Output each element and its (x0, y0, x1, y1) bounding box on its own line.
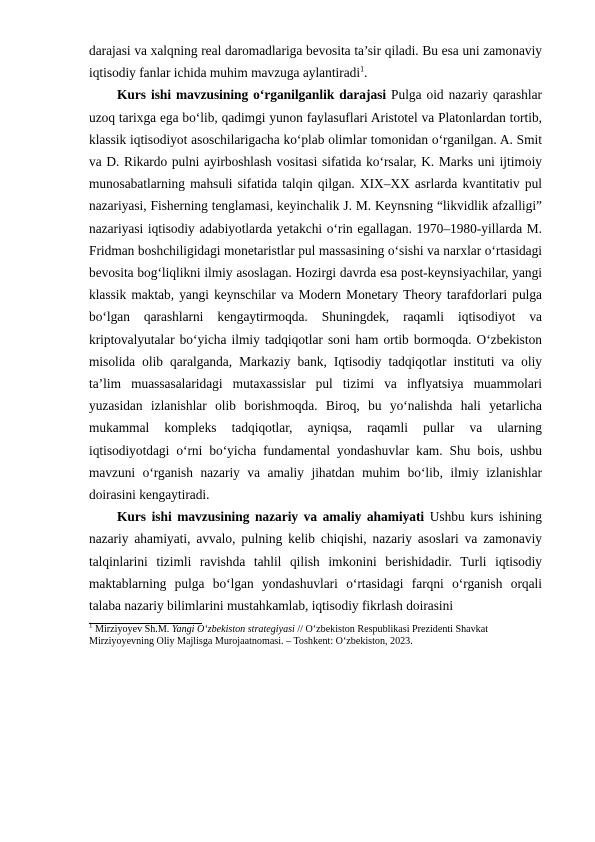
paragraph-text: darajasi va xalqning real daromadlariga bevosita ta’sir qiladi. Bu esa uni zamonaviy iqtisodiy fanlar ichida muhim mavzuga aylantiradi (89, 43, 542, 81)
footnote (89, 621, 542, 648)
paragraph-text: Ushbu kurs ishining nazariy ahamiyati, avvalo, pulning kelib chiqishi, nazariy asoslari va zamonaviy talqinlarini tizimli ravishda tahlil qilish imkonini berishidadir. Turli iqtisodiy maktablarning pulga bo‘lgan yondashuvlari o‘rtasidagi farqni o‘rganish orqali talaba nazariy bilimlarini mustahkamlab, iqtisodiy fikrlash doirasini (89, 509, 542, 614)
section-lead-heading: Kurs ishi mavzusining o‘rganilganlik darajasi (117, 87, 387, 103)
footnote-source: // O‘zbekiston Respublikasi Prezidenti Shavkat Mirziyoyevning Oliy Majlisga Murojaatnomasi. – Toshkent: O‘zbekiston, 2023. (89, 624, 489, 648)
footnote-title: Yangi O‘zbekiston strategiyasi (171, 624, 295, 636)
paragraph-text: Pulga oid nazariy qarashlar uzoq tarixga ega bo‘lib, qadimgi yunon faylasuflari Aristotel va Platonlardan tortib, klassik iqtisodiyot asoschilarigacha ko‘plab olimlar tomonidan o‘rganilgan. A. Smit va D. Rikardo pulni ayirboshlash vositasi sifatida ko‘rsalar, K. Marks uni ijtimoiy munosabatlarning mahsuli sifatida talqin qilgan. XIX–XX asrlarda kvantitativ pul nazariyasi, Fisherning tenglamasi, keyinchalik J. M. Keynsning “likvidlik afzalligi” nazariyasi iqtisodiy adabiyotlarda yetakchi o‘rin egallagan. 1970–1980-yillarda M. Fridman boshchiligidagi monetaristlar pul massasining o‘sishi va narxlar o‘rtasidagi bevosita bog‘liqlikni ilmiy asoslagan. Hozirgi davrda esa post-keynsiyachilar, yangi klassik maktab, yangi keynschilar va Modern Monetary Theory tarafdorlari pulga bo‘lgan qarashlarni kengaytirmoqda. Shuningdek, raqamli iqtisodiyot va kriptovalyutalar bo‘yicha ilmiy tadqiqotlar soni ham ortib bormoqda. O‘zbekiston misolida olib qaralganda, Markaziy bank, Iqtisodiy tadqiqotlar instituti va oliy ta’lim muassasalaridagi mutaxassislar pul tizimi va inflyatsiya muammolari yuzasidan izlanishlar olib borishmoqda. Biroq, bu yo‘nalishda hali yetarlicha mukammal kompleks tadqiqotlar, ayniqsa, raqamli pullar va ularning iqtisodiyotdagi o‘rni bo‘yicha fundamental yondashuvlar kam. Shu bois, ushbu mavzuni o‘rganish nazariy va amaliy jihatdan muhim bo‘lib, ilmiy izlanishlar doirasini kengaytiradi. (89, 87, 542, 503)
section-lead-heading: Kurs ishi mavzusining nazariy va amaliy ahamiyati (117, 509, 425, 525)
paragraph-research-level (89, 84, 542, 506)
footnote-reference[interactable]: 1 (360, 64, 365, 74)
footnote-number: 1 (89, 621, 93, 630)
paragraph-intro-continuation (89, 40, 542, 84)
footnote-author: Mirziyoyev Sh.M. (92, 624, 172, 636)
paragraph-significance (89, 506, 542, 617)
document-page (89, 40, 542, 649)
paragraph-end: . (364, 65, 368, 81)
